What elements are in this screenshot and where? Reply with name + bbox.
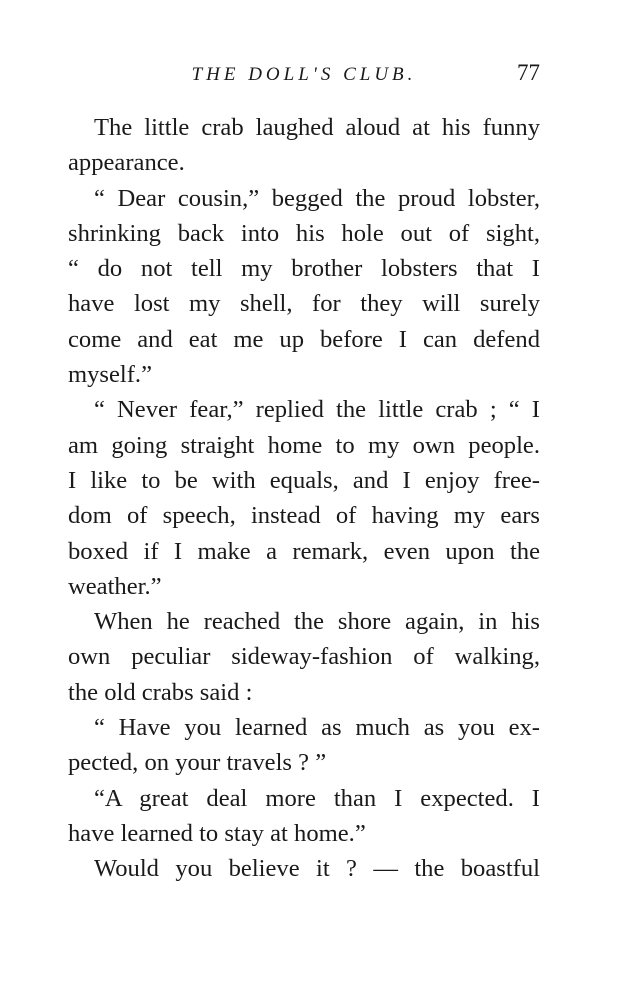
running-title: THE DOLL'S CLUB. xyxy=(191,64,417,85)
text-line: “ Have you learned as much as you ex- xyxy=(94,714,540,742)
text-line: I like to be with equals, and I enjoy free- xyxy=(68,466,540,494)
text-line: appearance. xyxy=(68,149,185,177)
text-line: The little crab laughed aloud at his funny xyxy=(94,114,540,141)
text-line: weather.” xyxy=(68,572,162,600)
text-line: own peculiar sideway-fashion of walking, xyxy=(68,643,540,671)
text-line: have learned to stay at home.” xyxy=(68,819,366,847)
page-number: 77 xyxy=(517,60,540,85)
text-line: “A great deal more than I expected. I xyxy=(94,784,540,812)
text-line: shrinking back into his hole out of sight, xyxy=(68,219,540,247)
text-line: have lost my shell, for they will surely xyxy=(68,290,540,318)
text-line: am going straight home to my own people. xyxy=(68,431,540,459)
text-line: boxed if I make a remark, even upon the xyxy=(68,537,540,565)
text-line: “ Dear cousin,” begged the proud lobster, xyxy=(94,184,540,212)
text-line: When he reached the shore again, in his xyxy=(94,608,540,636)
page-header xyxy=(68,60,540,90)
text-line: “ Never fear,” replied the little crab ; “ I xyxy=(94,396,540,424)
body-text xyxy=(68,110,540,887)
text-line: dom of speech, instead of having my ears xyxy=(68,502,540,530)
text-line: come and eat me up before I can defend xyxy=(68,325,540,353)
text-line: Would you believe it ? — the boastful xyxy=(94,855,540,883)
text-line: “ do not tell my brother lobsters that I xyxy=(68,255,540,283)
text-line: pected, on your travels ? ” xyxy=(68,749,327,777)
text-line: myself.” xyxy=(68,361,153,389)
text-line: the old crabs said : xyxy=(68,678,253,706)
